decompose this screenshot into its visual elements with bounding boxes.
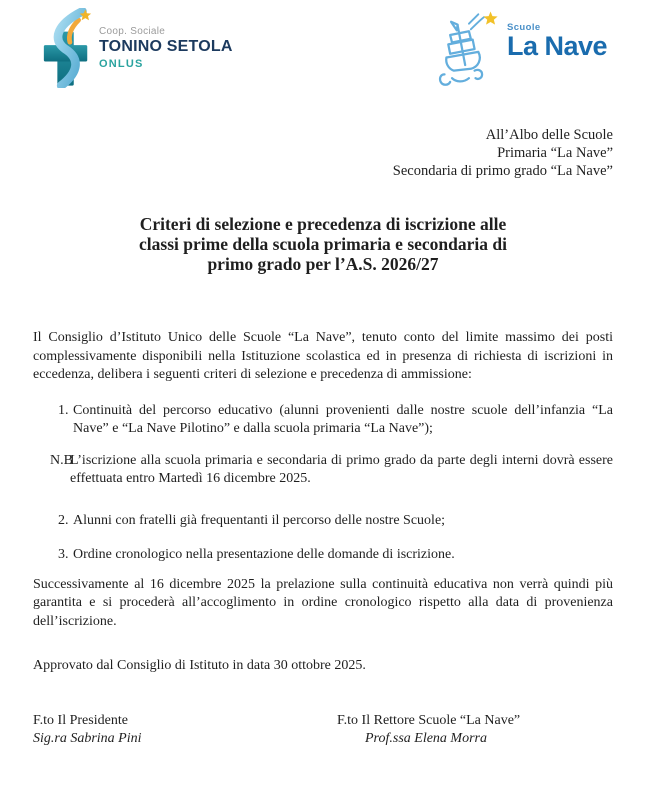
signature-role: F.to Il Presidente [33, 712, 128, 728]
nave-tagline: Scuole [507, 22, 541, 33]
nave-name: La Nave [507, 31, 608, 61]
title-line: Criteri di selezione e precedenza di iscrizione alle [139, 214, 507, 234]
recipient-block [0, 126, 613, 180]
coop-name: TONINO SETOLA [99, 38, 233, 55]
intro-paragraph: Il Consiglio d’Istituto Unico delle Scuole “La Nave”, tenuto conto del limite massimo dei posti complessivamente disponibili nella Istituzione scolastica ed in presenza di richiesta di iscrizioni in eccedenza, delibera i seguenti criteri di selezione e precedenza di ammissione: [33, 330, 613, 382]
signature-block [0, 712, 646, 756]
coop-suffix: ONLUS [99, 58, 144, 70]
list-item-text: Alunni con fratelli già frequentanti il percorso delle nostre Scuole; [73, 512, 446, 528]
cross-swoosh-icon [40, 8, 94, 93]
list-item-text: Ordine cronologico nella presentazione delle domande di iscrizione. [73, 547, 455, 562]
signature-name: Prof.ssa Elena Morra [365, 731, 487, 746]
signature-president [33, 712, 142, 749]
recipient-line: All’Albo delle Scuole [485, 127, 613, 143]
nb-label: N.B [50, 452, 73, 468]
list-number: 1. [58, 402, 69, 418]
signature-name: Sig.ra Sabrina Pini [33, 731, 142, 746]
coop-tagline: Coop. Sociale [99, 26, 166, 37]
list-item-text: Continuità del percorso educativo (alunni provenienti dalle nostre scuole dell’infanzia “La Nave” e “La Nave Pilotino” e dalla scuola primaria “La Nave”); [73, 402, 613, 436]
recipient-line: Primaria “La Nave” [497, 145, 613, 161]
la-nave-logo [437, 10, 607, 95]
approval-line: Approvato dal Consiglio di Istituto in data 30 ottobre 2025. [33, 658, 366, 673]
list-item-3 [58, 546, 613, 565]
list-number: 3. [58, 547, 69, 562]
followup-paragraph: Successivamente al 16 dicembre 2025 la prelazione sulla continuità educativa non verrà quindi più garantita e si procederà all’accoglimento in ordine cronologico rispetto alla data di provenienza dell’iscrizione. [33, 576, 613, 629]
star-icon [484, 11, 498, 24]
page-title [0, 214, 646, 274]
header [0, 0, 646, 100]
ship-icon [437, 10, 499, 95]
title-line: classi prime della scuola primaria e secondaria di [139, 234, 507, 254]
recipient-line: Secondaria di primo grado “La Nave” [392, 163, 613, 179]
nb-text: L’iscrizione alla scuola primaria e secondaria di primo grado da parte degli interni dovrà essere effettuata entro Martedì 16 dicembre 2025. [70, 452, 613, 486]
tonino-setola-logo [40, 8, 233, 93]
title-line: primo grado per l’A.S. 2026/27 [207, 254, 439, 274]
nb-note [50, 452, 613, 489]
list-item-2 [58, 512, 613, 531]
signature-role: F.to Il Rettore Scuole “La Nave” [337, 712, 521, 728]
signature-rector [337, 712, 520, 749]
list-item-1 [58, 402, 613, 439]
list-number: 2. [58, 512, 69, 528]
